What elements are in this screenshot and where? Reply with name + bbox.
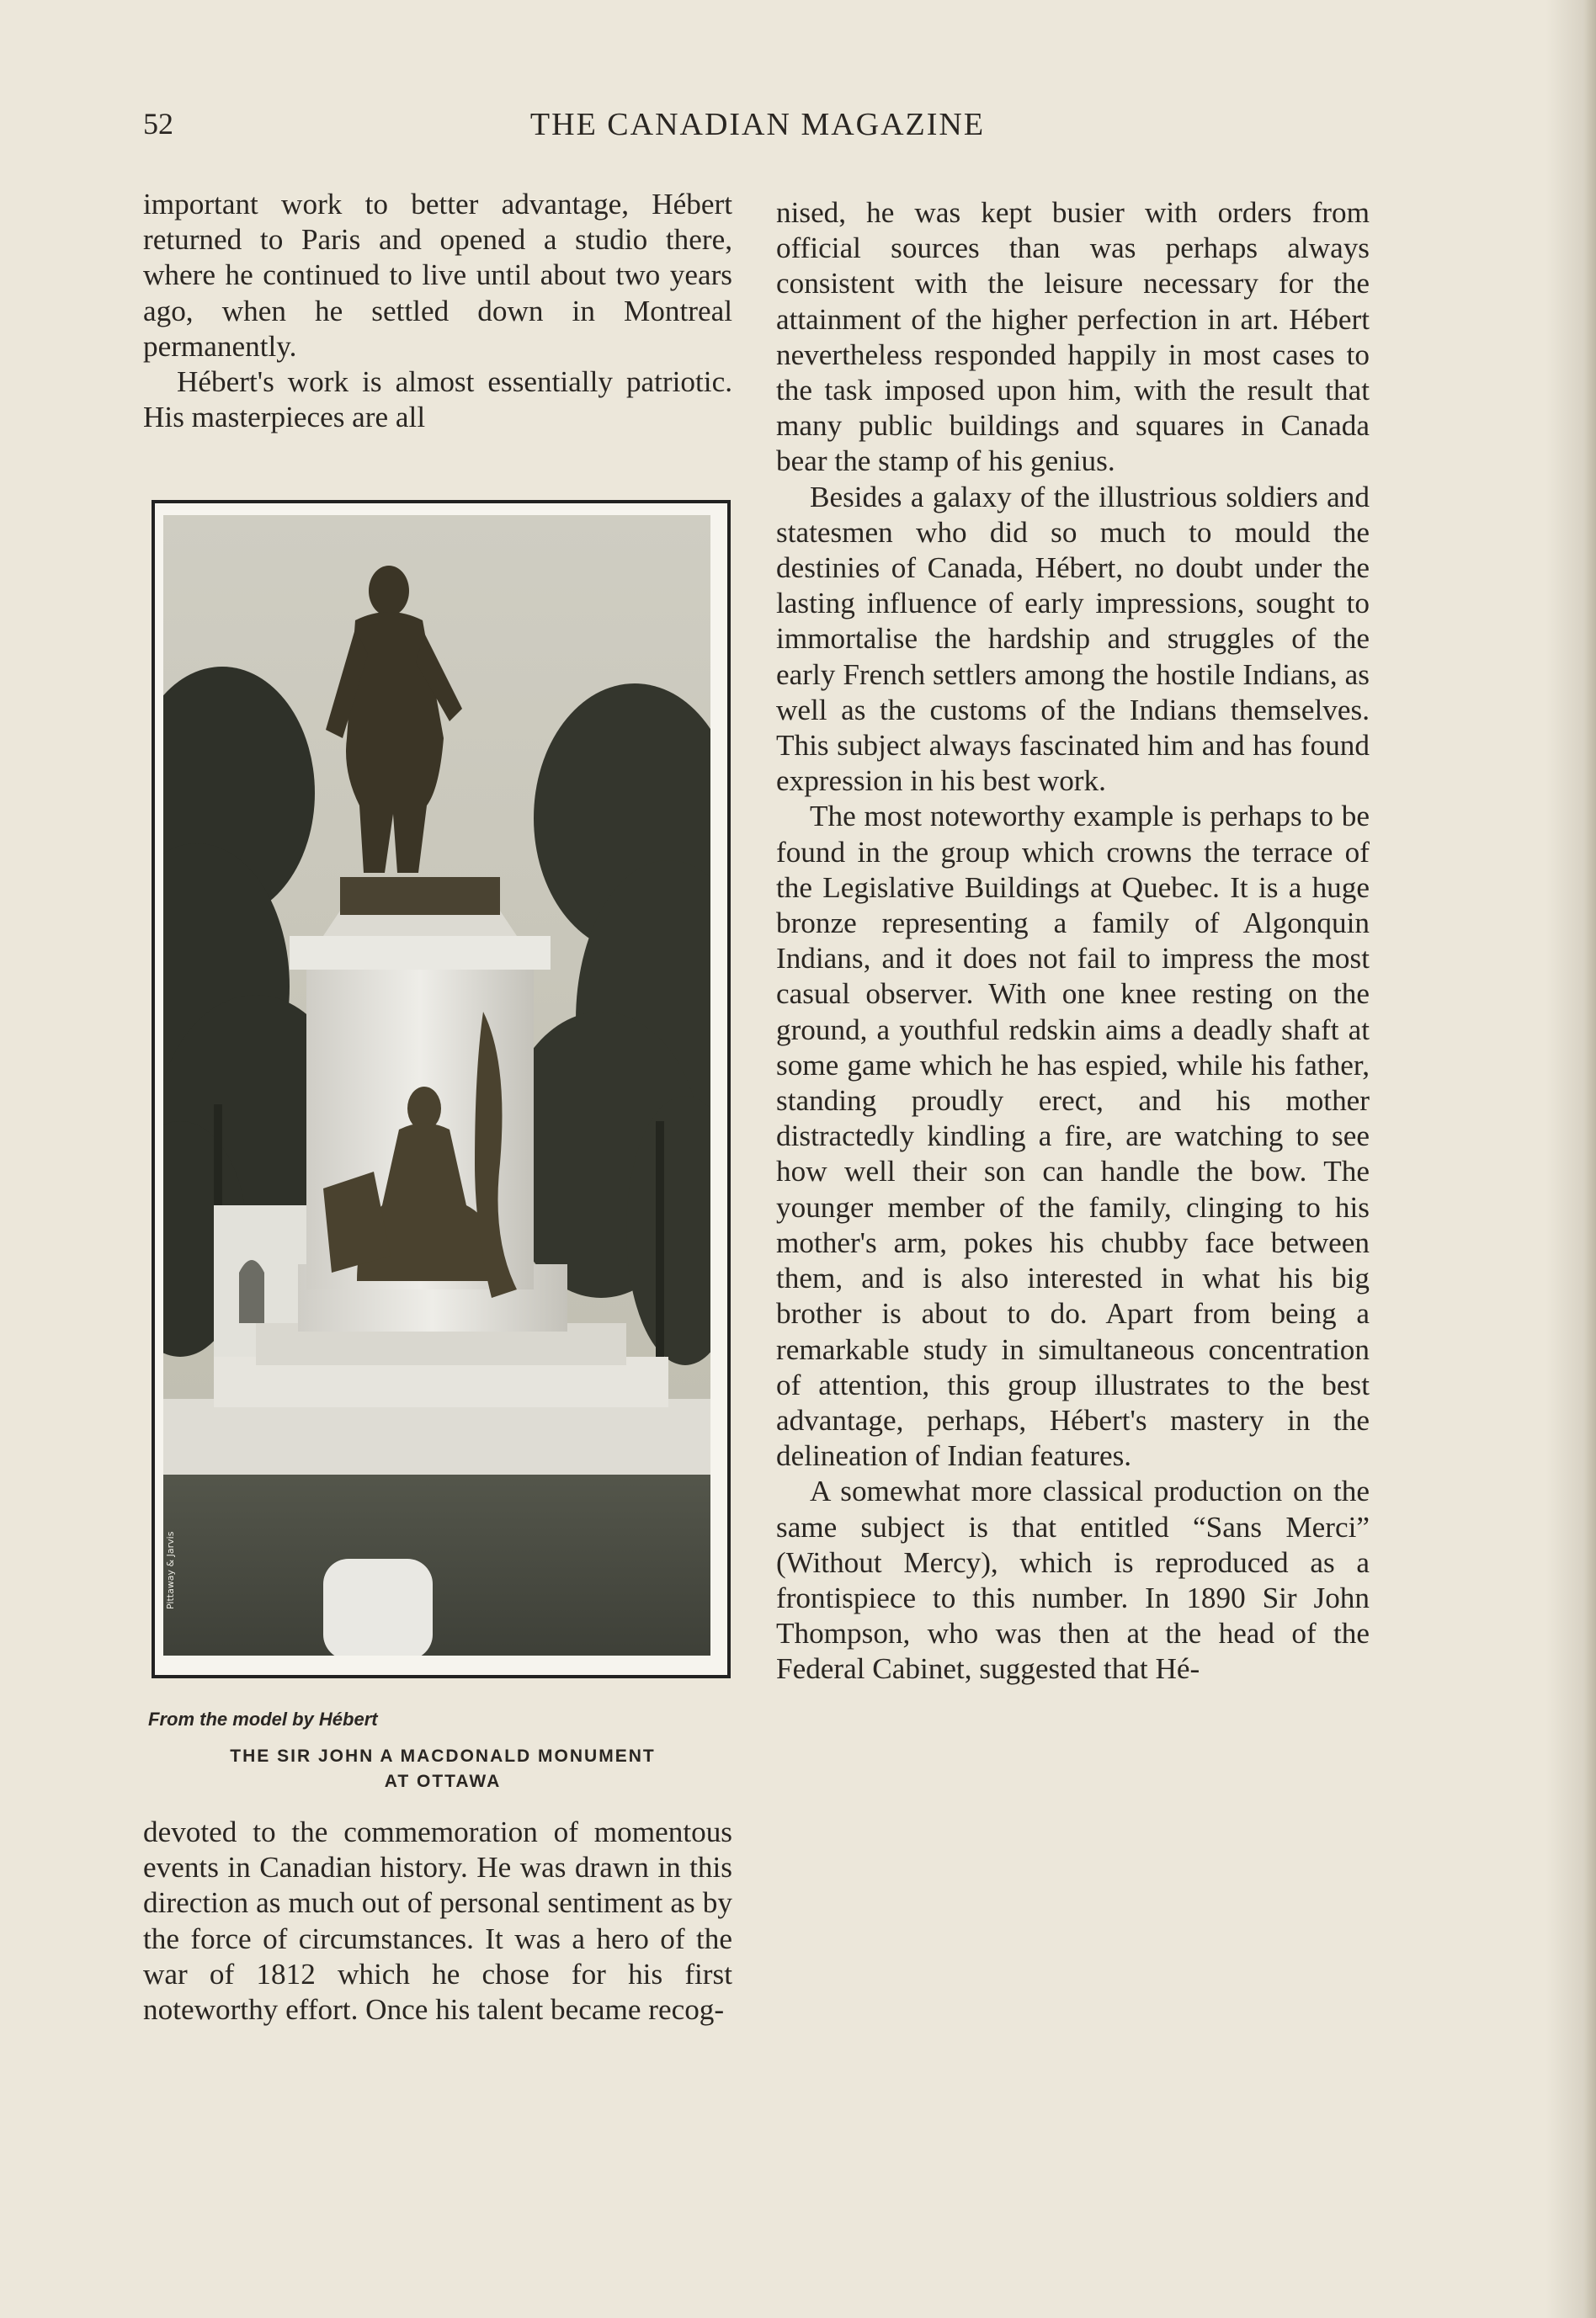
left-column-top	[143, 187, 732, 435]
paragraph: important work to better advantage, Hébert returned to Paris and opened a studio there, where he continued to live until about two years ago, when he settled down in Montreal permanently.	[143, 188, 732, 363]
paragraph: Hébert's work is almost essentially patriotic. His masterpieces are all	[143, 365, 732, 434]
monument-photo	[163, 515, 710, 1656]
page-header	[143, 106, 1372, 157]
paragraph: The most noteworthy example is perhaps to be found in the group which crowns the terrace of the Legislative Buildings at Quebec. It is a huge bronze representing a family of Algonquin Indians, and it does not fail to impress the most casual observer. With one knee resting on the ground, a youthful redskin aims a deadly shaft at some game which he has espied, while his father, standing proudly erect, and his mother distractedly kindling a fire, are watching to see how well their son can handle the bow. The younger member of the family, clinging to his mother's arm, pokes his chubby face between them, and is also interested in what his big brother is about to do. Apart from being a remarkable study in simultaneous concentration of attention, this group illustrates to the best advantage, perhaps, Hébert's mastery in the delineation of Indian features.	[776, 800, 1370, 1473]
caption-line: THE SIR JOHN A MACDONALD MONUMENT	[230, 1746, 656, 1766]
figure-caption	[148, 1744, 737, 1794]
left-column-bottom	[143, 1815, 732, 2028]
paragraph: nised, he was kept busier with orders from official sources than was perhaps always consistent with the leisure necessary for the attainment of the higher perfection in art. Hébert nevertheless responded happily in most cases to the task imposed upon him, with the result that many public buildings and squares in Canada bear the stamp of his genius.	[776, 196, 1370, 478]
paragraph: A somewhat more classical production on the same subject is that entitled “Sans Merci” (Without Mercy), which is reproduced as a frontispiece to this number. In 1890 Sir John Thompson, who was then at the head of the Federal Cabinet, suggested that Hé-	[776, 1475, 1370, 1686]
right-column	[776, 195, 1370, 1688]
page-number: 52	[143, 107, 173, 141]
paragraph: Besides a galaxy of the illustrious soldiers and statesmen who did so much to mould the destinies of Canada, Hébert, no doubt under the lasting influence of early impressions, sought to immortalise the hardship and struggles of the early French settlers among the hostile Indians, as well as the customs of the Indians themselves. This subject always fascinated him and has found expression in his best work.	[776, 480, 1370, 798]
running-title: THE CANADIAN MAGAZINE	[529, 107, 986, 142]
svg-text:Pittaway & Jarvis: Pittaway & Jarvis	[165, 1531, 176, 1609]
caption-line: AT OTTAWA	[384, 1772, 502, 1791]
paragraph: devoted to the commemoration of momentous events in Canadian history. He was drawn in this direction as much out of personal sentiment as by the force of circumstances. It was a hero of the war of 1812 which he chose for his first noteworthy effort. Once his talent became recog-	[143, 1816, 732, 2027]
figure-credit: From the model by Hébert	[148, 1709, 378, 1730]
page-edge	[1584, 0, 1596, 2318]
